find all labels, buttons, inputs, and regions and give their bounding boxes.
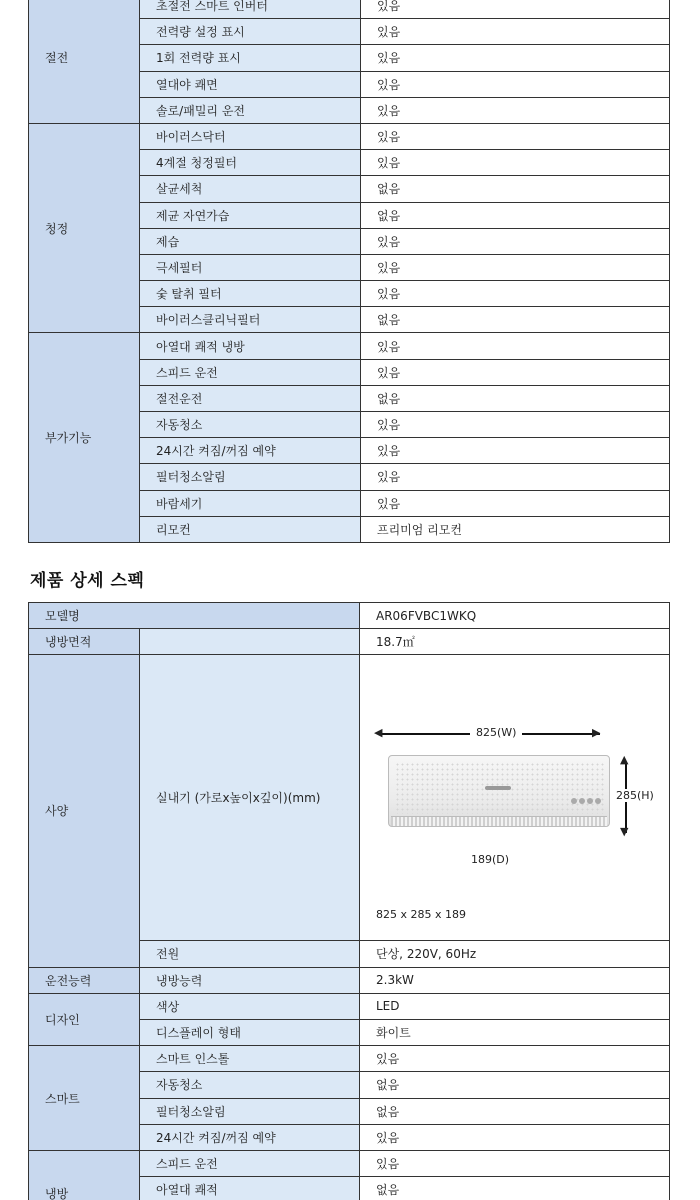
feature-cell: 24시간 켜짐/꺼짐 예약 [140,438,361,464]
area-label: 냉방면적 [29,629,140,655]
value-cell: 있음 [361,45,670,71]
feature-cell: 4계절 청정필터 [140,150,361,176]
value-cell: 있음 [360,1124,670,1150]
category-cell: 절전 [29,0,140,123]
feature-table [28,0,670,543]
depth-label: 189(D) [471,853,510,867]
feature-cell: 스마트 인스톨 [140,1046,360,1072]
value-cell: 없음 [361,202,670,228]
category-cell: 냉방 [29,1150,140,1200]
value-cell: 있음 [361,228,670,254]
feature-cell: 스피드 운전 [140,1150,360,1176]
value-cell: 없음 [361,307,670,333]
arrow-right-icon: ▶ [592,726,601,740]
feature-cell: 열대야 쾌면 [140,71,361,97]
value-cell: 있음 [361,359,670,385]
value-cell: 있음 [361,490,670,516]
feature-cell: 숯 탈취 필터 [140,281,361,307]
feature-cell: 자동청소 [140,412,361,438]
area-value: 18.7㎡ [360,629,670,655]
indoor-dimensions: 825 x 285 x 189 [376,908,466,922]
value-cell: 있음 [361,19,670,45]
arrow-down-icon: ▼ [620,825,629,839]
feature-cell: 디스플레이 형태 [140,1019,360,1045]
value-cell: 있음 [361,150,670,176]
model-label: 모델명 [29,603,360,629]
value-cell: 있음 [361,254,670,280]
table-row [29,993,670,1019]
value-cell: 있음 [361,464,670,490]
feature-cell: 전력량 설정 표시 [140,19,361,45]
feature-cell: 필터청소알림 [140,1098,360,1124]
power-value: 단상, 220V, 60Hz [360,941,670,967]
feature-cell: 아열대 쾌적 냉방 [140,333,361,359]
feature-cell: 24시간 켜짐/꺼짐 예약 [140,1124,360,1150]
feature-cell: 솔로/패밀리 운전 [140,97,361,123]
value-cell: 없음 [360,1072,670,1098]
power-label: 전원 [140,941,360,967]
value-cell: 있음 [360,1150,670,1176]
feature-cell: 1회 전력량 표시 [140,45,361,71]
feature-cell: 바이러스클리닉필터 [140,307,361,333]
spec-table [28,602,670,1200]
value-cell: 있음 [361,412,670,438]
indoor-unit-cell [360,655,670,941]
feature-cell: 자동청소 [140,1072,360,1098]
table-row [29,123,670,149]
value-cell: 있음 [361,97,670,123]
feature-cell: 색상 [140,993,360,1019]
indoor-unit-label: 실내기 (가로x높이x깊이)(mm) [140,655,360,941]
feature-cell: 아열대 쾌적 [140,1177,360,1200]
value-cell: 없음 [361,385,670,411]
value-cell: 있음 [361,438,670,464]
value-cell: 있음 [360,1046,670,1072]
table-row [29,1046,670,1072]
table-row [29,1150,670,1176]
height-label: 285(H) [616,789,654,803]
ac-vent [391,816,607,826]
feature-cell: 제균 자연가습 [140,202,361,228]
value-cell: 있음 [361,0,670,19]
feature-cell: 냉방능력 [140,967,360,993]
value-cell: 화이트 [360,1019,670,1045]
feature-cell: 바이러스닥터 [140,123,361,149]
table-row [29,629,670,655]
category-cell: 부가기능 [29,333,140,543]
model-value: AR06FVBC1WKQ [360,603,670,629]
feature-cell: 극세필터 [140,254,361,280]
value-cell: 2.3kW [360,967,670,993]
value-cell: 있음 [361,281,670,307]
feature-cell: 필터청소알림 [140,464,361,490]
category-cell: 사양 [29,655,140,967]
air-conditioner-image [388,755,610,827]
category-cell: 디자인 [29,993,140,1045]
value-cell: 없음 [361,176,670,202]
value-cell: 있음 [361,123,670,149]
width-label: 825(W) [470,726,522,739]
table-row [29,603,670,629]
category-cell: 운전능력 [29,967,140,993]
value-cell: 없음 [360,1098,670,1124]
category-cell: 청정 [29,123,140,333]
table-row [29,655,670,941]
feature-cell: 절전운전 [140,385,361,411]
feature-cell: 스피드 운전 [140,359,361,385]
feature-cell: 초절전 스마트 인버터 [140,0,361,19]
table-row [29,333,670,359]
indoor-unit-diagram [376,655,670,925]
brand-logo-icon [485,786,511,790]
table-row [29,0,670,19]
feature-cell: 제습 [140,228,361,254]
value-cell: LED [360,993,670,1019]
table-row [29,967,670,993]
feature-cell: 살균세척 [140,176,361,202]
value-cell: 있음 [361,71,670,97]
feature-cell: 리모컨 [140,516,361,542]
category-cell: 스마트 [29,1046,140,1151]
value-cell: 프리미엄 리모컨 [361,516,670,542]
arrow-left-icon: ◀ [374,726,383,740]
value-cell: 없음 [360,1177,670,1200]
arrow-up-icon: ▲ [620,753,629,767]
feature-cell: 바람세기 [140,490,361,516]
blank-cell [140,629,360,655]
section-title: 제품 상세 스펙 [30,571,145,591]
value-cell: 있음 [361,333,670,359]
